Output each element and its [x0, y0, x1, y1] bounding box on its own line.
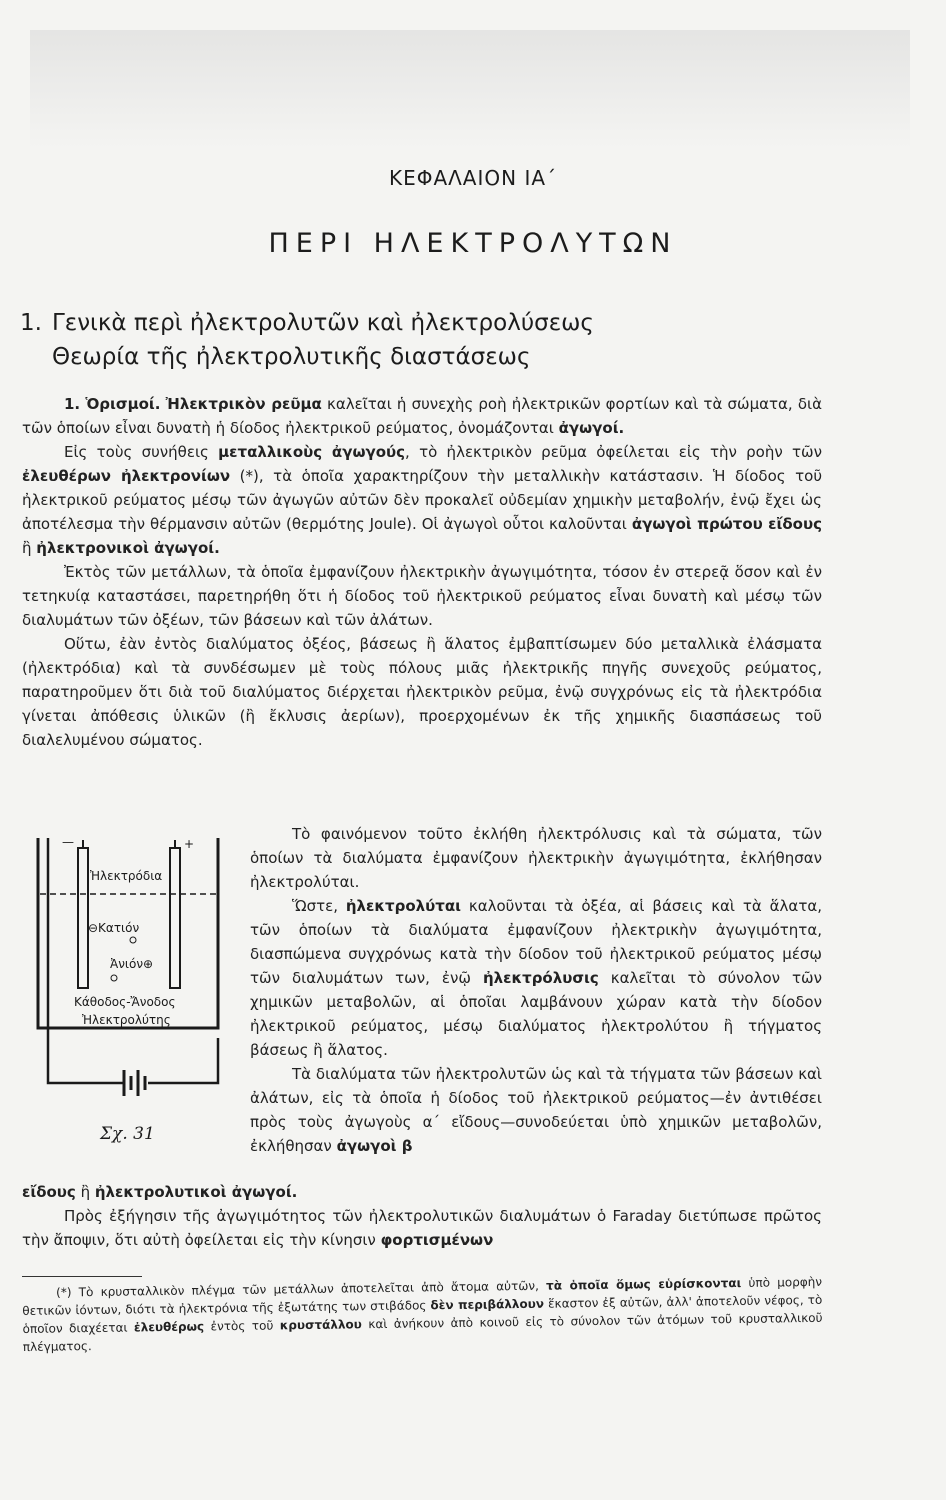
cathode-plate — [78, 848, 88, 988]
figure-caption: Σχ. 31 — [100, 1124, 155, 1144]
cation-label: ⊖Κατιόν — [88, 921, 140, 935]
definition-text-1: καλεῖται ἡ συνεχὴς ροὴ ἠλεκτρικῶν φορτίων καὶ τὰ σώματα, διὰ τῶν ὁποίων εἶναι δυνατὴ ἡ δίοδος ἠλεκτρικοῦ ρεύματος, ὀνομάζονται — [22, 395, 822, 437]
paragraph-electrolysis-definition: Τὸ φαινόμενον τοῦτο ἐκλήθη ἠλεκτρόλυσις καὶ τὰ σώματα, τῶν ὁποίων τὰ διαλύματα ἐμφανίζουν ἠλεκτρικὴν ἀγωγιμότητα, ἐκλήθησαν ἠλεκτρολύται. — [250, 825, 822, 891]
p2-bold-3: ἀγωγοὶ πρώτου εἴδους — [631, 515, 823, 533]
footnote-text-1: Τὸ κρυσταλλικὸν πλέγμα τῶν μετάλλων ἀποτελεῖται ἀπὸ ἄτομα αὐτῶν, — [71, 1278, 547, 1300]
definition-term: Ὁρισμοί. — [85, 395, 161, 413]
electrode-leads — [83, 840, 175, 848]
footnote-bold-1: τὰ ὁποῖα ὅμως εὑρίσκονται — [546, 1275, 742, 1293]
p6-text-3: καλεῖται τὸ σύνολον τῶν χημικῶν μεταβολῶν, αἱ ὁποῖαι λαμβάνουν χώραν κατὰ τὴν δίοδον ἠλεκτρικοῦ ρεύματος, μέσῳ διαλύματος ἠλεκτρολύτου ἢ τήγματος βάσεως ἢ ἅλατος. — [250, 969, 822, 1059]
p7-bold-2: εἴδους — [22, 1183, 76, 1201]
p8-bold-1: φορτισμένων — [380, 1231, 494, 1249]
anion-label: Ἀνιόν⊕ — [110, 957, 154, 971]
footnote-rule — [22, 1276, 142, 1277]
paragraph-definitions — [22, 392, 822, 440]
p2-text-2: , τὸ ἠλεκτρικὸν ρεῦμα ὀφείλεται εἰς τὴν ροὴν τῶν — [405, 443, 822, 461]
footnote-text-4: ἐντὸς τοῦ — [204, 1318, 280, 1334]
paragraph-electrolytes — [250, 894, 822, 1062]
section-title-1: Γενικὰ περὶ ἠλεκτρολυτῶν καὶ ἠλεκτρολύσεως — [51, 310, 594, 336]
ion-marker — [111, 975, 117, 981]
paragraph-electrodes: Οὕτω, ἐὰν ἐντὸς διαλύματος ὀξέος, βάσεως ἢ ἅλατος ἐμβαπτίσωμεν δύο μεταλλικὰ ἐλάσματα (ἠλεκτρόδια) καὶ τὰ συνδέσωμεν μὲ τοὺς πόλους μιᾶς ἠλεκτρικῆς πηγῆς συνεχοῦς ρεύματος, παρατηροῦμεν ὅτι διὰ τοῦ διαλύματος διέρχεται ἠλεκτρικὸν ρεῦμα, ἐνῷ συγχρόνως εἰς τὰ ἠλεκτρόδια γίνεται ἀπόθεσις ὑλικῶν (ἢ ἔκλυσις ἀερίων), προερχομένων ἐκ τῆς χημικῆς διασπάσεως τοῦ διαλελυμένου σώματος. — [22, 635, 822, 749]
p2-bold-4: ἠλεκτρονικοὶ ἀγωγοί. — [36, 539, 220, 557]
p7-bold-1: ἀγωγοὶ β — [336, 1137, 413, 1155]
p2-bold-2: ἐλευθέρων ἠλεκτρονίων — [22, 467, 231, 485]
chapter-title: ΠΕΡΙ ΗΛΕΚΤΡΟΛΥΤΩΝ — [268, 228, 678, 259]
section-heading-line-1 — [20, 306, 840, 340]
section-number: 1. — [20, 310, 42, 336]
main-text-right-column — [250, 822, 822, 1158]
electrolyte-label: Ἠλεκτρολύτης — [82, 1013, 171, 1027]
footnote-text-2: ὑπὸ μορφὴν θετικῶν ἰόντων, διότι τὰ ἠλεκτρόνια τῆς ἐξωτάτης των στιβάδος — [22, 1274, 823, 1318]
p2-text-3: (*), τὰ ὁποῖα χαρακτηρίζουν τὴν μεταλλικὴν κατάστασιν. Ἡ δίοδος τοῦ ἠλεκτρικοῦ ρεύματος μέσῳ τῶν ἀγωγῶν αὐτῶν δὲν προκαλεῖ οὐδεμίαν χημικὴν μεταβολήν, ἐνῷ ἔχει ὡς ἀποτέλεσμα τὴν θέρμανσιν αὐτῶν (θερμότης Joule). Οἱ ἀγωγοὶ οὗτοι καλοῦνται — [22, 467, 822, 533]
p2-text-1: Εἰς τοὺς συνήθεις — [64, 443, 219, 461]
ion-marker — [130, 937, 136, 943]
footnote-text-5: καὶ ἀνήκουν ἀπὸ κοινοῦ εἰς τὸ σύνολον τῶν ἀτόμων τοῦ κρυσταλλικοῦ πλέγματος. — [22, 1310, 823, 1354]
footnote-bold-4: κρυστάλλου — [279, 1317, 362, 1333]
minus-sign: — — [62, 835, 74, 849]
chapter-heading: ΚΕΦΑΛΑΙΟΝ ΙΑ΄ — [388, 166, 558, 190]
p6-bold-1: ἠλεκτρολύται — [345, 897, 462, 915]
p2-bold-1: μεταλλικοὺς ἀγωγούς — [218, 443, 406, 461]
paragraph-second-kind-continued — [22, 1180, 822, 1204]
show-through-shadow — [30, 30, 910, 150]
electrolysis-figure — [18, 828, 250, 1158]
footnote-text-3: ἕκαστον ἐξ αὐτῶν, ἀλλ' ἀποτελοῦν νέφος, τὸ ὁποῖον διαχέεται — [22, 1292, 823, 1336]
p2-text-4: ἢ — [22, 539, 37, 557]
p7-bold-3: ἠλεκτρολυτικοὶ ἀγωγοί. — [94, 1183, 298, 1201]
footnote — [22, 1273, 823, 1356]
footnote-bold-3: ἐλευθέρως — [133, 1319, 205, 1335]
definition-bold-1: Ἠλεκτρικὸν ρεῦμα — [165, 395, 322, 413]
paragraph-faraday — [22, 1204, 822, 1252]
paragraph-metallic-conductors — [22, 440, 822, 560]
section-heading-line-2: Θεωρία τῆς ἠλεκτρολυτικῆς διαστάσεως — [52, 344, 531, 370]
plus-sign: + — [184, 837, 195, 851]
electrolysis-diagram — [18, 828, 250, 1158]
section-heading — [20, 306, 840, 374]
cathode-anode-label: Κάθοδος-Ἄνοδος — [74, 995, 176, 1009]
paragraph-second-kind — [250, 1062, 822, 1158]
p6-text-2: καλοῦνται τὰ ὀξέα, αἱ βάσεις καὶ τὰ ἅλατα, τῶν ὁποίων τὰ διαλύματα ἐμφανίζουν ἠλεκτρικὴν ἀγωγιμότητα, διασπώμενα συγχρόνως κατὰ τὴν δίοδον τοῦ ἠλεκτρικοῦ ρεύματος μέσῳ τῶν διαλυμάτων των, ἐνῷ — [250, 897, 823, 987]
main-text-lower — [22, 1180, 822, 1252]
electrodes-label: Ἠλεκτρόδια — [90, 869, 163, 883]
definition-bold-2: ἀγωγοί. — [558, 419, 625, 437]
p8-text-1: Πρὸς ἐξήγησιν τῆς ἀγωγιμότητος τῶν ἠλεκτρολυτικῶν διαλυμάτων ὁ Faraday διετύπωσε πρῶτος τὴν ἄποψιν, ὅτι αὐτὴ ὀφείλεται εἰς τὴν κίνησιν — [22, 1207, 822, 1249]
paragraph-solutions: Ἐκτὸς τῶν μετάλλων, τὰ ὁποῖα ἐμφανίζουν ἠλεκτρικὴν ἀγωγιμότητα, τόσον ἐν στερεᾷ ὅσον καὶ ἐν τετηκυίᾳ καταστάσει, παρετηρήθη ὅτι ἡ δίοδος τοῦ ἠλεκτρικοῦ ρεύματος εἶναι δυνατὴ καὶ μέσῳ τῶν διαλυμάτων τῶν ὀξέων, τῶν βάσεων καὶ τῶν ἀλάτων. — [22, 563, 822, 629]
footnote-bold-2: δὲν περιβάλλουν — [430, 1296, 545, 1313]
definition-number: 1. — [64, 395, 81, 413]
p6-text-1: Ὥστε, — [292, 897, 346, 915]
main-text-upper — [22, 392, 822, 752]
battery-icon — [124, 1070, 145, 1096]
anode-plate — [170, 848, 180, 988]
p6-bold-2: ἠλεκτρόλυσις — [482, 969, 599, 987]
footnote-mark: (*) — [56, 1285, 72, 1300]
p7-text-1: Τὰ διαλύματα τῶν ἠλεκτρολυτῶν ὡς καὶ τὰ τήγματα τῶν βάσεων καὶ ἀλάτων, εἰς τὰ ὁποῖα ἡ δίοδος τοῦ ἠλεκτρικοῦ ρεύματος—ἐν ἀντιθέσει πρὸς τοὺς ἀγωγοὺς α΄ εἴδους—συνοδεύεται ὑπὸ χημικῶν μεταβολῶν, ἐκλήθησαν — [250, 1065, 822, 1155]
p7-text-2: ἢ — [75, 1183, 95, 1201]
